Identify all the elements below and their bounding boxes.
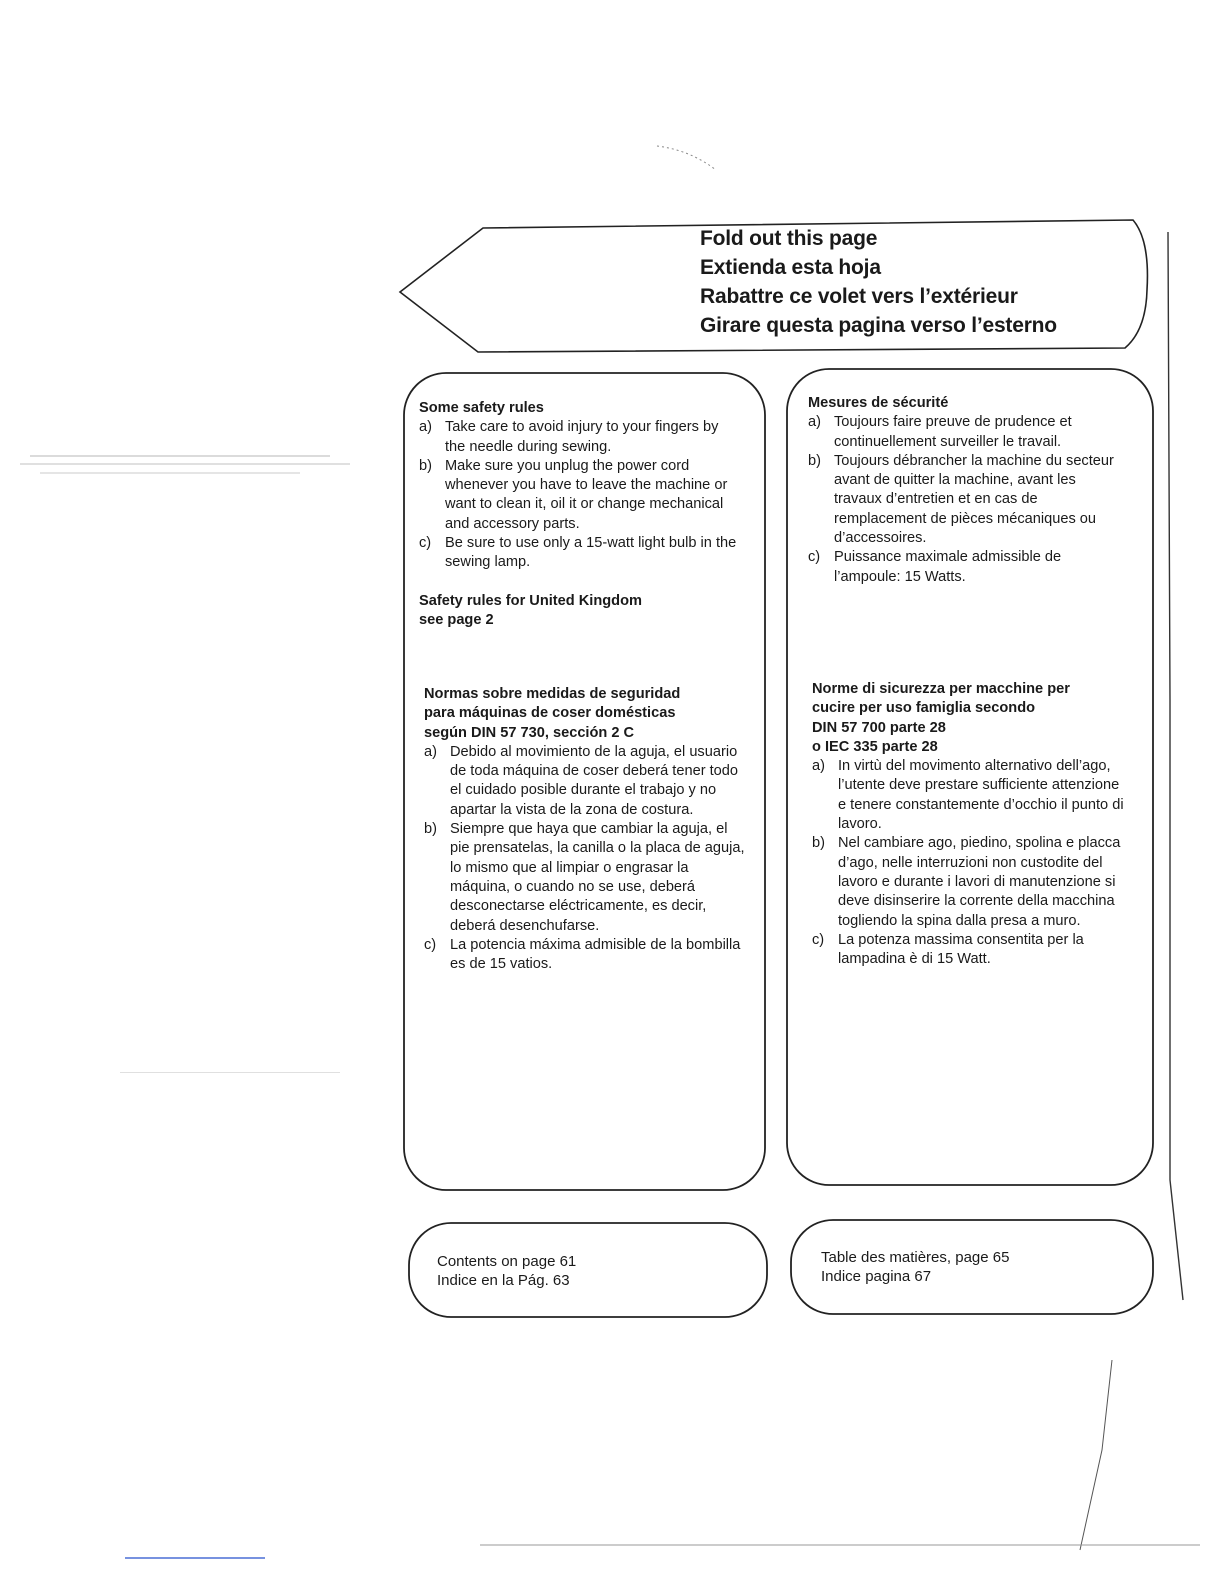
uk-rules-note: Safety rules for United Kingdom see page 2 [419,592,642,628]
scan-speck [657,146,716,170]
scan-noise [20,455,350,1073]
spanish-safety-section [424,685,747,974]
list-item: c) La potencia máxima admisible de la bombilla es de 15 vatios. [424,936,741,973]
contents-page-spanish: Indice en la Pág. 63 [437,1272,570,1289]
french-safety-section [808,394,1126,587]
list-item: b) Nel cambiare ago, piedino, spolina e placca d’ago, nelle interruzioni non custodite del lavoro e durante i lavori di manutenzione si deve disinserire la corrente della macchina togliendo la spina dalla presa a muro. [812,835,1121,929]
list-item: c) Puissance maximale admissible de l’ampoule: 15 Watts. [808,549,1062,585]
list-item: b) Toujours débrancher la machine du secteur avant de quitter la machine, avant les travaux d’entretien et en cas de remplacement de pièces mécaniques ou d’accessoires. [808,452,1114,547]
contents-reference-right [821,1248,1009,1286]
list-item: b) Make sure you unplug the power cord whenever you have to leave the machine or want to clean it, oil it or change mechanical and accessory parts. [419,457,728,532]
list-item: a) Toujours faire preuve de prudence et continuellement surveiller le travail. [808,414,1072,450]
banner-line-english: Fold out this page [700,227,878,250]
banner-line-italian: Girare questa pagina verso l’esterno [700,314,1057,337]
italian-heading: Norme di sicurezza per macchine per cucire per uso famiglia secondo DIN 57 700 parte 28 o IEC 335 parte 28 [812,681,1070,755]
list-item: c) La potenza massima consentita per la lampadina è di 15 Watt. [812,931,1084,968]
english-heading: Some safety rules [419,400,544,416]
contents-page-italian: Indice pagina 67 [821,1268,932,1285]
contents-reference-left [437,1252,576,1290]
french-heading: Mesures de sécurité [808,395,949,411]
fold-edge-line [1168,232,1183,1300]
fold-out-banner [700,224,1057,340]
list-item: c) Be sure to use only a 15-watt light bulb in the sewing lamp. [419,535,737,571]
list-item: a) Debido al movimiento de la aguja, el usuario de toda máquina de coser deberá tener todo el cuidado posible durante el trabajo y no apartar la vista de la zona de costura. [424,743,739,818]
list-item: a) Take care to avoid injury to your fingers by the needle during sewing. [419,419,719,455]
fold-edge-line-lower [1080,1360,1112,1550]
banner-line-spanish: Extienda esta hoja [700,256,881,279]
english-rules-list [419,418,737,572]
french-rules-list [808,413,1126,587]
list-item: b) Siempre que haya que cambiar la aguja, el pie prensatelas, la canilla o la placa de aguja, lo mismo que al limpiar o engrasar la máquina, o cuando no se use, deberá desconectarse eléctricamente, es decir, deberá desenchufarse. [424,821,745,934]
list-item: a) In virtù del movimento alternativo dell’ago, l’utente deve prestare sufficiente attenzione e tenere constantemente d’occhio il punto di lavoro. [812,758,1124,833]
italian-rules-list [812,757,1128,969]
banner-line-french: Rabattre ce volet vers l’extérieur [700,285,1018,308]
contents-page-french: Table des matières, page 65 [821,1249,1010,1266]
italian-safety-section [812,680,1128,969]
spanish-rules-list [424,743,747,975]
spanish-heading: Normas sobre medidas de seguridad para máquinas de coser domésticas según DIN 57 730, sección 2 C [424,686,681,741]
english-safety-section [419,399,737,630]
contents-page-english: Contents on page 61 [437,1253,577,1270]
